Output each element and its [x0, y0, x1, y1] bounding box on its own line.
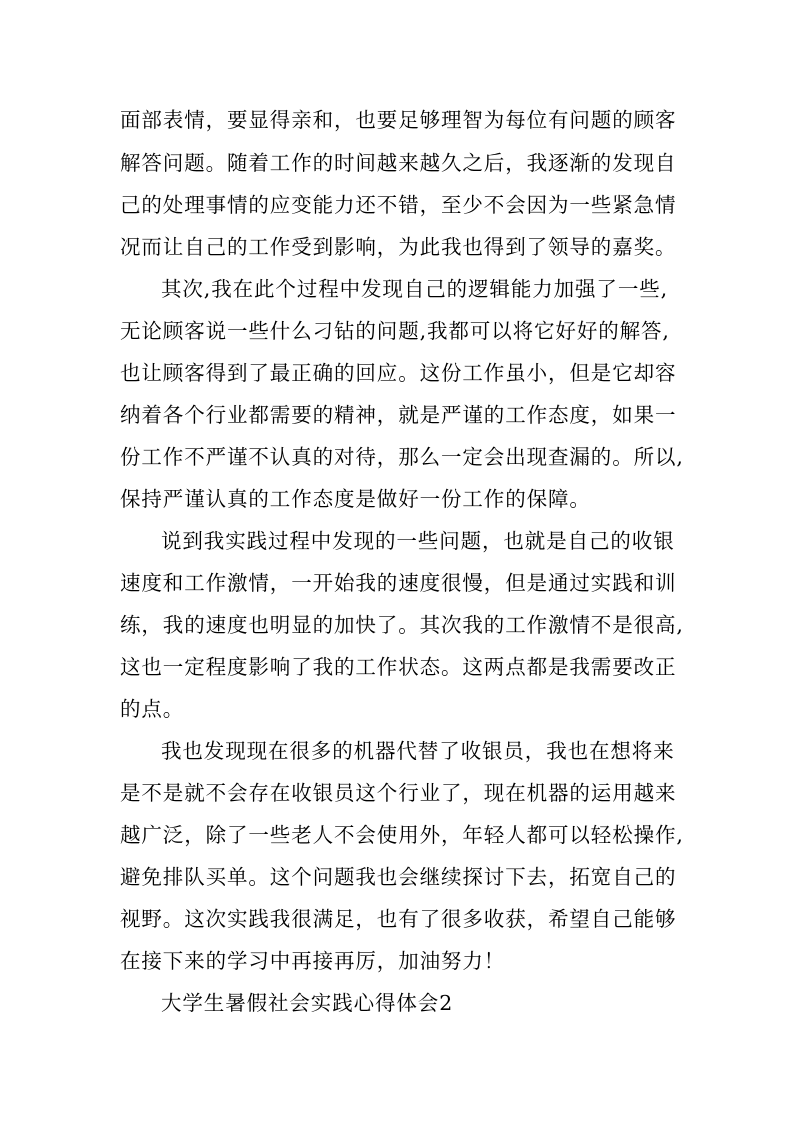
paragraph-line: 的点。: [120, 697, 185, 721]
paragraph-line: 解答问题。随着工作的时间越来越久之后，我逐渐的发现自: [120, 151, 677, 175]
paragraph-line: 份工作不严谨不认真的对待，那么一定会出现查漏的。所以,: [120, 445, 684, 469]
paragraph-line: 也让顾客得到了最正确的回应。这份工作虽小，但是它却容: [120, 361, 677, 385]
paragraph-line: 这也一定程度影响了我的工作状态。这两点都是我需要改正: [120, 655, 677, 679]
section-heading: 大学生暑假社会实践心得体会2: [161, 991, 454, 1015]
paragraph-line: 我也发现现在很多的机器代替了收银员，我也在想将来: [161, 739, 675, 763]
paragraph-line: 越广泛，除了一些老人不会使用外，年轻人都可以轻松操作,: [120, 823, 684, 847]
paragraph-line: 练，我的速度也明显的加快了。其次我的工作激情不是很高,: [120, 613, 684, 637]
paragraph-line: 在接下来的学习中再接再厉，加油努力！: [120, 949, 506, 973]
paragraph-line: 纳着各个行业都需要的精神，就是严谨的工作态度，如果一: [120, 403, 677, 427]
paragraph-line: 无论顾客说一些什么刁钻的问题,我都可以将它好好的解答,: [120, 319, 670, 343]
paragraph-line: 视野。这次实践我很满足，也有了很多收获，希望自己能够: [120, 907, 677, 931]
paragraph-line: 况而让自己的工作受到影响，为此我也得到了领导的嘉奖。: [120, 235, 677, 259]
paragraph-line: 说到我实践过程中发现的一些问题，也就是自己的收银: [161, 529, 675, 553]
paragraph-line: 其次,我在此个过程中发现自己的逻辑能力加强了一些,: [161, 277, 669, 301]
paragraph-line: 避免排队买单。这个问题我也会继续探讨下去，拓宽自己的: [120, 865, 677, 889]
paragraph-line: 是不是就不会存在收银员这个行业了，现在机器的运用越来: [120, 781, 677, 805]
paragraph-line: 己的处理事情的应变能力还不错，至少不会因为一些紧急情: [120, 193, 677, 217]
paragraph-line: 保持严谨认真的工作态度是做好一份工作的保障。: [120, 487, 591, 511]
paragraph-line: 速度和工作激情，一开始我的速度很慢，但是通过实践和训: [120, 571, 677, 595]
paragraph-line: 面部表情，要显得亲和，也要足够理智为每位有问题的顾客: [120, 108, 677, 132]
